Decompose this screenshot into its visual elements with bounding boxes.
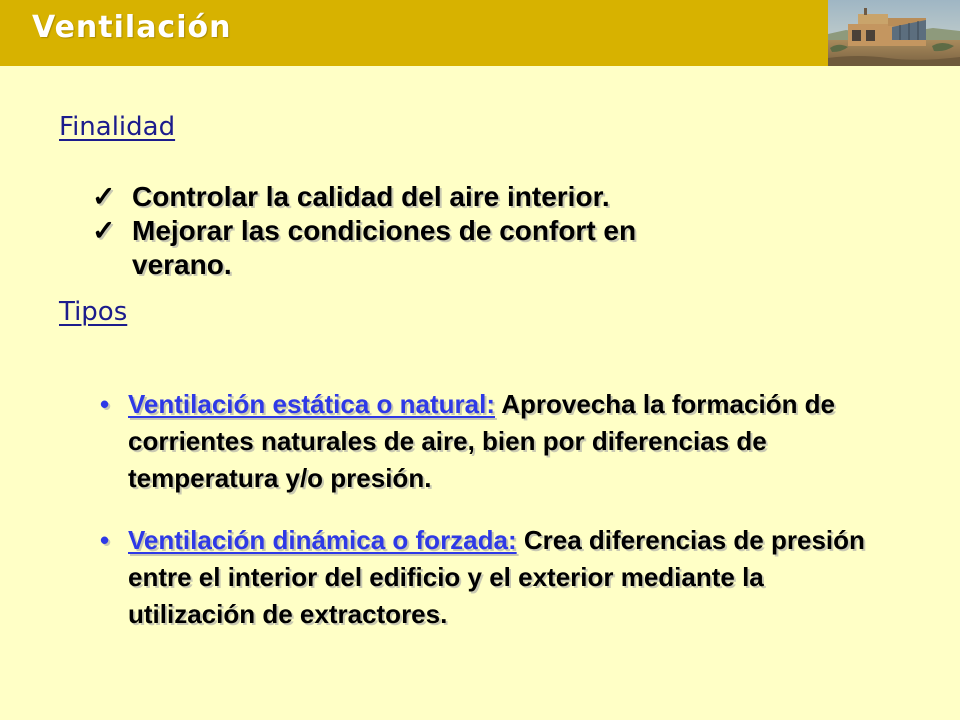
list-item bbox=[100, 386, 880, 497]
type-description: Crea diferencias de presión entre el interior del edificio y el exterior mediante la utilización de extractores. bbox=[128, 525, 865, 629]
list-item-body bbox=[128, 522, 880, 633]
heading-tipos: Tipos bbox=[59, 297, 128, 327]
type-term: Ventilación dinámica o forzada: bbox=[128, 525, 517, 555]
tipos-list bbox=[100, 386, 880, 633]
type-term: Ventilación estática o natural: bbox=[128, 389, 495, 419]
list-item-text: Controlar la calidad del aire interior. bbox=[132, 181, 610, 212]
heading-finalidad: Finalidad bbox=[59, 112, 176, 142]
list-item bbox=[92, 180, 732, 214]
title-bar bbox=[0, 0, 828, 66]
finalidad-list bbox=[92, 180, 732, 282]
checkmark-icon: ✓ bbox=[92, 181, 116, 212]
type-description: Aprovecha la formación de corrientes naturales de aire, bien por diferencias de temperatura y/o presión. bbox=[128, 389, 836, 493]
list-item bbox=[92, 214, 732, 282]
list-item-text: Mejorar las condiciones de confort en verano. bbox=[132, 215, 637, 280]
list-item bbox=[100, 522, 880, 633]
list-item-body bbox=[128, 386, 880, 497]
bullet-icon: • bbox=[100, 525, 110, 555]
solar-house-photo-image bbox=[828, 0, 960, 66]
bullet-icon: • bbox=[100, 389, 110, 419]
checkmark-icon: ✓ bbox=[92, 215, 116, 246]
solar-house-photo bbox=[828, 0, 960, 66]
slide-title: Ventilación bbox=[32, 10, 232, 45]
